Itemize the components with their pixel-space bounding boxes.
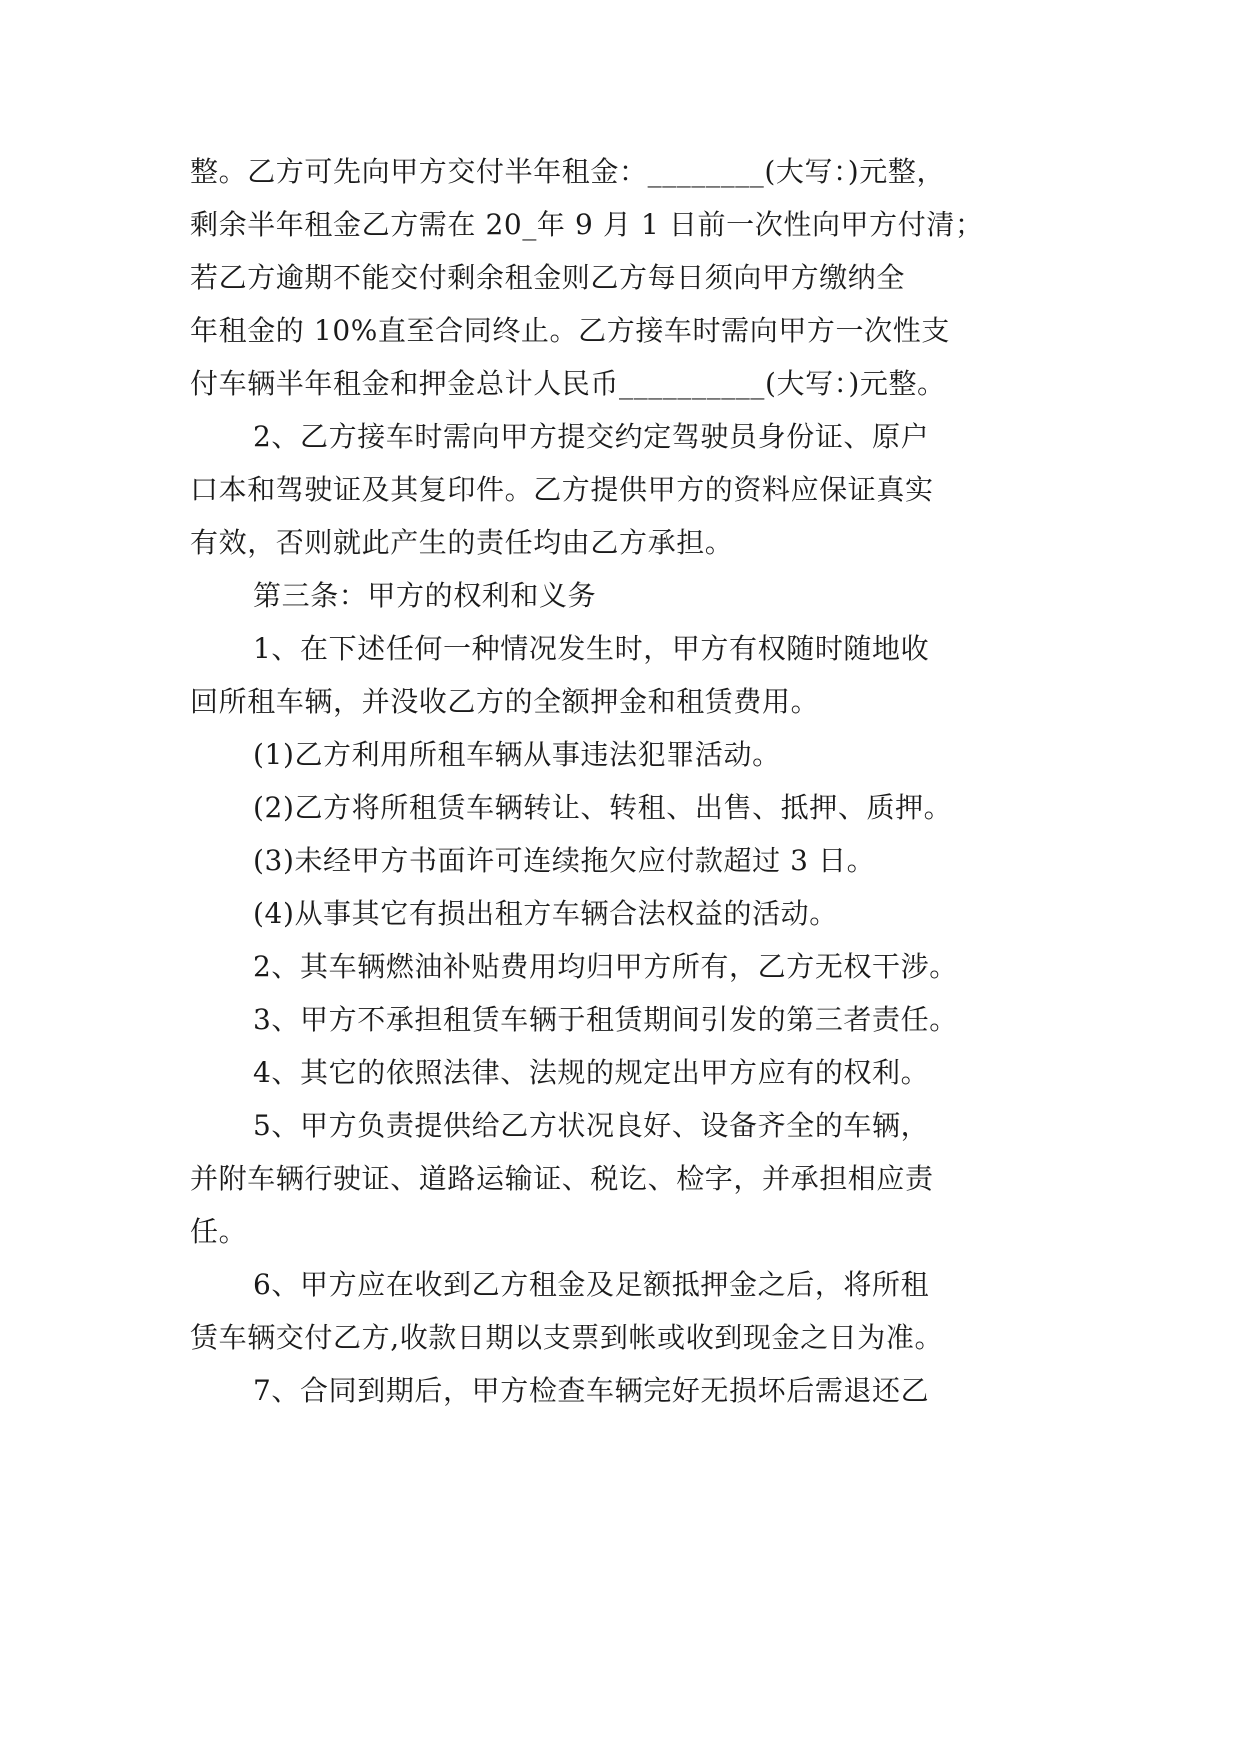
sub-item-1: (1)乙方利用所租车辆从事违法犯罪活动。 [253, 738, 781, 771]
text-line-5: 付车辆半年租金和押金总计人民币__________(大写：)元整。 [190, 367, 946, 400]
sub-item-3: (3)未经甲方书面许可连续拖欠应付款超过 3 日。 [253, 844, 876, 877]
clause-5-start: 5、甲方负责提供给乙方状况良好、设备齐全的车辆， [253, 1109, 930, 1142]
text-line-21: 任。 [190, 1215, 248, 1248]
clause-1-start: 1、在下述任何一种情况发生时，甲方有权随时随地收 [253, 632, 930, 665]
paragraph-2-start: 2、乙方接车时需向甲方提交约定驾驶员身份证、原户 [253, 420, 930, 453]
text-line-11: 回所租车辆，并没收乙方的全额押金和租赁费用。 [190, 685, 820, 718]
text-line-8: 有效，否则就此产生的责任均由乙方承担。 [190, 526, 734, 559]
clause-3: 3、甲方不承担租赁车辆于租赁期间引发的第三者责任。 [253, 1003, 958, 1036]
sub-item-2: (2)乙方将所租赁车辆转让、转租、出售、抵押、质押。 [253, 791, 953, 824]
text-line-1: 整。乙方可先向甲方交付半年租金：________(大写：)元整， [190, 155, 946, 188]
text-line-4: 年租金的 10%直至合同终止。乙方接车时需向甲方一次性支 [190, 314, 950, 347]
sub-item-4: (4)从事其它有损出租方车辆合法权益的活动。 [253, 897, 838, 930]
text-line-2: 剩余半年租金乙方需在 20_年 9 月 1 日前一次性向甲方付清； [190, 208, 984, 241]
text-line-23: 赁车辆交付乙方,收款日期以支票到帐或收到现金之日为准。 [190, 1321, 944, 1354]
clause-7-start: 7、合同到期后，甲方检查车辆完好无损坏后需退还乙 [253, 1374, 930, 1407]
clause-6-start: 6、甲方应在收到乙方租金及足额抵押金之后，将所租 [253, 1268, 930, 1301]
section-heading: 第三条：甲方的权利和义务 [253, 579, 597, 612]
clause-2: 2、其车辆燃油补贴费用均归甲方所有，乙方无权干涉。 [253, 950, 958, 983]
text-line-3: 若乙方逾期不能交付剩余租金则乙方每日须向甲方缴纳全 [190, 261, 906, 294]
text-line-20: 并附车辆行驶证、道路运输证、税讫、检字，并承担相应责 [190, 1162, 934, 1195]
clause-4: 4、其它的依照法律、法规的规定出甲方应有的权利。 [253, 1056, 930, 1089]
text-line-7: 口本和驾驶证及其复印件。乙方提供甲方的资料应保证真实 [190, 473, 934, 506]
